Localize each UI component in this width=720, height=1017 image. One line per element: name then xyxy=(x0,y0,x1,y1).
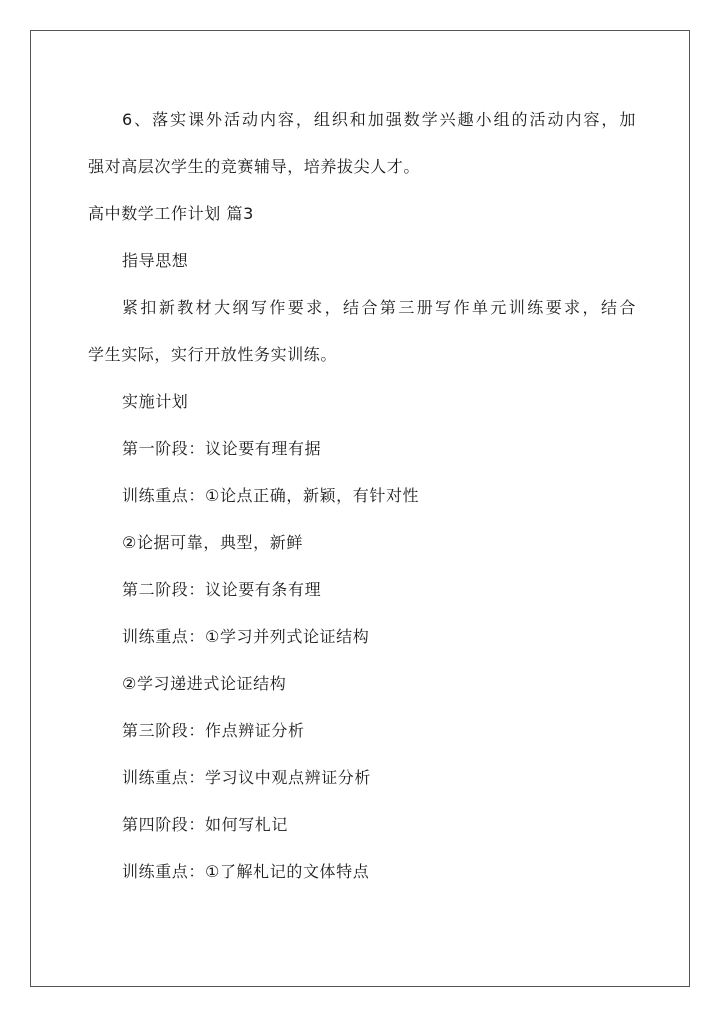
paragraph-line: 学生实际，实行开放性务实训练。 xyxy=(88,345,338,364)
stage-title: 第四阶段：如何写札记 xyxy=(122,815,289,834)
stage-title: 第一阶段：议论要有理有据 xyxy=(122,439,322,458)
stage-title: 第二阶段：议论要有条有理 xyxy=(122,580,322,599)
stage-title: 第三阶段：作点辨证分析 xyxy=(122,721,305,740)
training-focus: 训练重点：学习议中观点辨证分析 xyxy=(122,768,372,787)
paragraph-line: 强对高层次学生的竞赛辅导，培养拔尖人才。 xyxy=(88,157,421,176)
section-heading: 高中数学工作计划 篇3 xyxy=(88,204,254,223)
subheading: 指导思想 xyxy=(122,251,189,270)
training-focus-item: ②论据可靠，典型，新鲜 xyxy=(122,533,303,552)
paragraph-line: 紧扣新教材大纲写作要求，结合第三册写作单元训练要求，结合 xyxy=(122,298,636,317)
document-body xyxy=(88,96,636,895)
training-focus-item: ②学习递进式论证结构 xyxy=(122,674,287,693)
training-focus: 训练重点：①了解札记的文体特点 xyxy=(122,862,370,881)
subheading: 实施计划 xyxy=(122,392,189,411)
training-focus: 训练重点：①学习并列式论证结构 xyxy=(122,627,370,646)
paragraph-line: 6、落实课外活动内容，组织和加强数学兴趣小组的活动内容，加 xyxy=(122,110,636,129)
training-focus: 训练重点：①论点正确，新颖，有针对性 xyxy=(122,486,420,505)
